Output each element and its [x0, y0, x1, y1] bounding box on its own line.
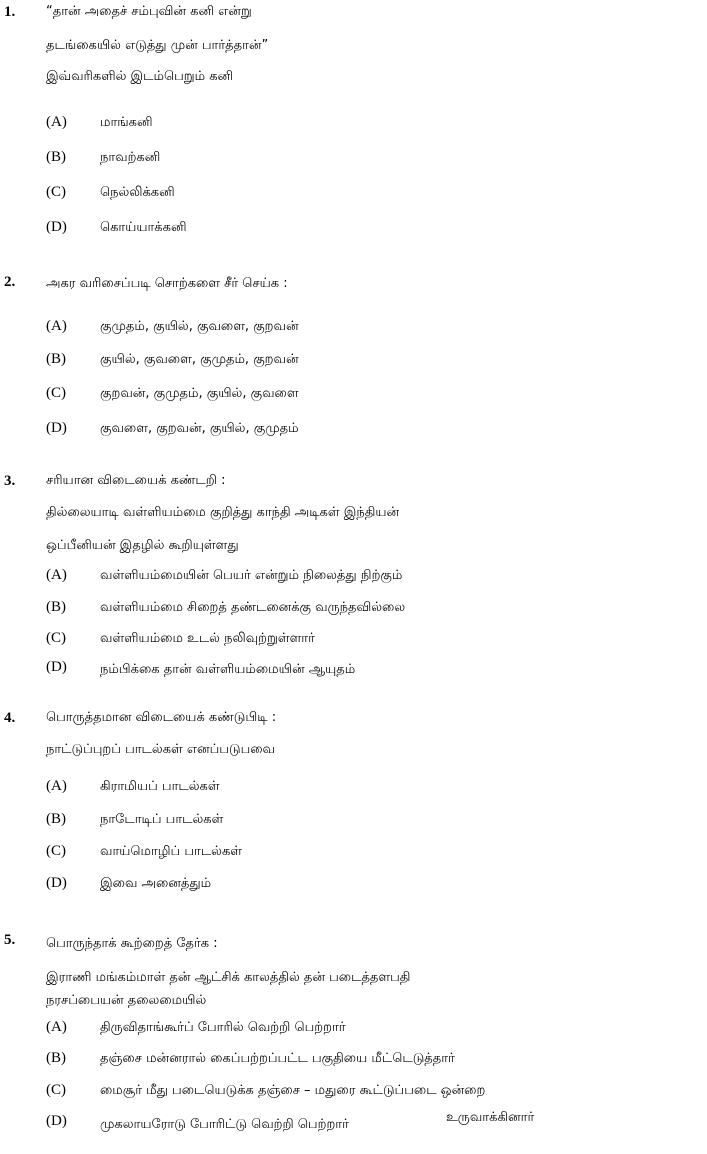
option-label: (B)	[46, 599, 66, 615]
option-a[interactable]	[46, 1019, 666, 1039]
option-label: (D)	[46, 219, 67, 235]
question-line: “தான் அதைச் சம்புவின் கனி என்று	[46, 4, 252, 19]
option-text: வள்ளியம்மையின் பெயர் என்றும் நிலைத்து நிற்கும்	[100, 568, 403, 583]
option-c[interactable]	[46, 1082, 666, 1102]
option-label: (D)	[46, 875, 67, 891]
option-label: (D)	[46, 659, 67, 675]
option-text: நம்பிக்கை தான் வள்ளியம்மையின் ஆயுதம்	[100, 662, 356, 677]
option-text: நாடோடிப் பாடல்கள்	[100, 812, 224, 827]
option-d[interactable]	[46, 1113, 666, 1133]
option-label: (A)	[46, 1019, 67, 1035]
option-text: குவளை, குறவன், குயில், குமுதம்	[100, 421, 299, 436]
option-label: (C)	[46, 843, 66, 859]
option-label: (C)	[46, 385, 66, 401]
option-text: இவை அனைத்தும்	[100, 876, 212, 891]
option-a[interactable]	[46, 778, 666, 798]
option-label: (C)	[46, 630, 66, 646]
option-b[interactable]	[46, 811, 666, 831]
option-label: (B)	[46, 351, 66, 367]
option-label: (A)	[46, 318, 67, 334]
option-label: (A)	[46, 114, 67, 130]
option-label: (C)	[46, 184, 66, 200]
option-label: (B)	[46, 1050, 66, 1066]
option-text: குயில், குவளை, குமுதம், குறவன்	[100, 352, 299, 367]
question-line: சரியான விடையைக் கண்டறி :	[46, 473, 226, 488]
question-number: 1.	[4, 4, 16, 20]
option-text: நாவற்கனி	[100, 150, 161, 165]
option-a[interactable]	[46, 114, 666, 134]
question-number: 5.	[4, 932, 16, 948]
option-text: மைசூர் மீது படையெடுக்க தஞ்சை – மதுரை கூட்டுப்படை ஒன்றை	[100, 1083, 486, 1098]
option-b[interactable]	[46, 1050, 666, 1070]
option-text: மாங்கனி	[100, 115, 153, 130]
question-line: தடங்கையில் எடுத்து முன் பார்த்தான்”	[46, 38, 269, 53]
question-line: நாட்டுப்புறப் பாடல்கள் எனப்படுபவை	[46, 742, 275, 757]
option-b[interactable]	[46, 599, 666, 619]
option-label: (C)	[46, 1082, 66, 1098]
question-line: தில்லையாடி வள்ளியம்மை குறித்து காந்தி அடிகள் இந்தியன்	[46, 505, 400, 520]
option-label: (A)	[46, 778, 67, 794]
question-number: 2.	[4, 274, 16, 290]
question-line: இவ்வரிகளில் இடம்பெறும் கனி	[46, 69, 234, 84]
option-c[interactable]	[46, 385, 666, 405]
question-line: ஒப்பீனியன் இதழில் கூறியுள்ளது	[46, 538, 239, 553]
option-b[interactable]	[46, 149, 666, 169]
option-c[interactable]	[46, 630, 666, 650]
option-d[interactable]	[46, 420, 666, 440]
option-label: (B)	[46, 811, 66, 827]
option-a[interactable]	[46, 318, 666, 338]
option-d[interactable]	[46, 219, 666, 239]
question-line: இராணி மங்கம்மாள் தன் ஆட்சிக் காலத்தில் தன் படைத்தளபதி	[46, 970, 411, 985]
option-d[interactable]	[46, 875, 666, 895]
option-c-continuation: உருவாக்கினார்	[446, 1110, 535, 1125]
option-label: (B)	[46, 149, 66, 165]
option-text: முகலாயரோடு போரிட்டு வெற்றி பெற்றார்	[100, 1117, 349, 1132]
option-text: கிராமியப் பாடல்கள்	[100, 779, 220, 794]
question-line: பொருந்தாக் கூற்றைத் தேர்க :	[46, 936, 218, 951]
option-a[interactable]	[46, 567, 666, 587]
option-label: (A)	[46, 567, 67, 583]
option-label: (D)	[46, 420, 67, 436]
option-text: வாய்மொழிப் பாடல்கள்	[100, 844, 243, 859]
option-c[interactable]	[46, 843, 666, 863]
question-line: நரசப்பையன் தலைமையில்	[46, 993, 207, 1008]
option-text: தஞ்சை மன்னரால் கைப்பற்றப்பட்ட பகுதியை மீட்டெடுத்தார்	[100, 1051, 455, 1066]
option-c[interactable]	[46, 184, 666, 204]
option-d[interactable]	[46, 659, 666, 679]
question-line: அகர வரிசைப்படி சொற்களை சீர் செய்க :	[46, 276, 288, 291]
option-text: வள்ளியம்மை சிறைத் தண்டனைக்கு வருந்தவில்லை	[100, 600, 406, 615]
option-text: கொய்யாக்கனி	[100, 220, 187, 235]
question-number: 4.	[4, 710, 16, 726]
option-label: (D)	[46, 1113, 67, 1129]
option-b[interactable]	[46, 351, 666, 371]
option-text: குறவன், குமுதம், குயில், குவளை	[100, 386, 299, 401]
option-text: நெல்லிக்கனி	[100, 185, 175, 200]
option-text: திருவிதாங்கூர்ப் போரில் வெற்றி பெற்றார்	[100, 1020, 346, 1035]
question-line: பொருத்தமான விடையைக் கண்டுபிடி :	[46, 710, 277, 725]
option-text: வள்ளியம்மை உடல் நலிவுற்றுள்ளார்	[100, 631, 315, 646]
option-text: குமுதம், குயில், குவளை, குறவன்	[100, 319, 299, 334]
question-number: 3.	[4, 473, 16, 489]
